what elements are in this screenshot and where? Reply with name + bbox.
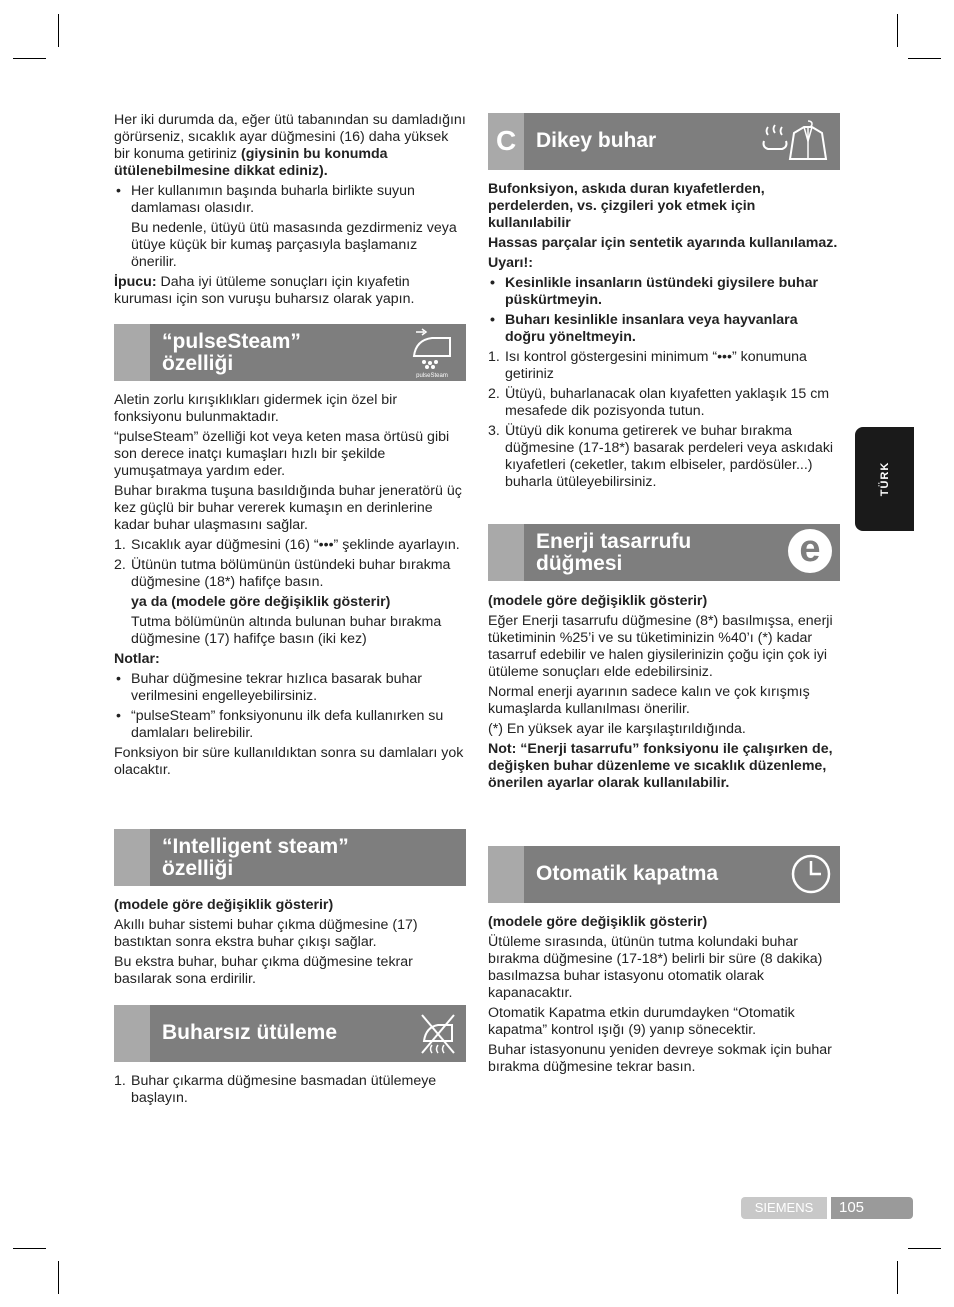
crop-mark [13, 1248, 46, 1249]
section-header-vertical-steam [488, 113, 840, 170]
clock-icon [790, 853, 832, 900]
step-item: 1. Buhar çıkarma düğmesine basmadan ütülemeye başlayın. [114, 1073, 437, 1106]
no-steam-icon [418, 1011, 458, 1060]
intro-bullet: • Her kullanımın başında buharla birlikte suyun damlaması olasıdır. [114, 183, 466, 217]
crop-mark [897, 1261, 898, 1294]
step-item: 1. Sıcaklık ayar düğmesini (16) “•••” şeklinde ayarlayın. [114, 537, 460, 553]
step-item: 2. Ütüyü, buharlanacak olan kıyafetten yaklaşık 15 cm mesafede dik pozisyonda tutun. [488, 386, 830, 419]
section-header-energy-saving [488, 524, 840, 581]
warning-label: Uyarı!: [488, 255, 533, 271]
paragraph: Aletin zorlu kırışıklıkları gidermek için özel bir fonksiyonu bulunmaktadır. [114, 392, 398, 425]
paragraph: Normal enerji ayarının sadece kalın ve çok kırışmış kumaşlarda kullanılması önerilir. [488, 684, 810, 717]
crop-mark [13, 58, 46, 59]
energy-icon: e [788, 529, 832, 573]
section-title: Buharsız ütüleme [162, 1021, 338, 1044]
paragraph: Buhar bırakma tuşuna basıldığında buhar jeneratörü üç kez güçlü bir buhar vererek kumaşın en derinlerine kadar buhar ulaşmasını sağlar. [114, 483, 462, 533]
step-item: 3. Ütüyü dik konuma getirerek ve buhar bırakma düğmesine (17-18*) basarak perdeleri veya askıdaki kıyafetleri (ceketler, takım elbiseler, pardösüler...) buharla ütüleyebilirsiniz. [488, 423, 834, 490]
energy-body [488, 593, 840, 795]
header-tab [488, 524, 524, 581]
crop-mark [908, 1248, 941, 1249]
paragraph: Hassas parçalar için sentetik ayarında kullanılamaz. [488, 235, 838, 251]
warning-item: • Kesinlikle insanların üstündeki giysilere buhar püskürtmeyin. [488, 275, 840, 309]
crop-mark [58, 14, 59, 47]
intelligent-body [114, 897, 466, 991]
intro-paragraph: Her iki durumda da, eğer ütü tabanından su damladığını görürseniz, sıcaklık ayar düğmesini (16) daha yüksek bir konuma getiriniz (giysinin bu konumda ütülenebilmesine dikkat ediniz). [114, 112, 466, 179]
header-tab [114, 829, 150, 886]
model-note: (modele göre değişiklik gösterir) [488, 593, 708, 609]
intro-bullet-continuation: Bu nedenle, ütüyü ütü masasında gezdirmeniz veya ütüye küçük bir kumaş parçasıyla başlamanız önerilir. [131, 220, 457, 270]
crop-mark [908, 58, 941, 59]
crop-mark [897, 14, 898, 47]
model-variant-note: ya da (modele göre değişiklik gösterir) [131, 594, 391, 610]
step-item: 1. Isı kontrol göstergesini minimum “•••” konumuna getiriniz [488, 349, 807, 382]
section-title: “pulseSteam” özelliği [162, 330, 301, 375]
paragraph: Eğer Enerji tasarrufu düğmesine (8*) basılmışsa, enerji tüketiminin %25’i ve su tüketiminizin %40’ı (*) kadar tasarruf edebilir ve halen giysilerinizin çoğu için çok iyi ütüleme sonuçları elde edebilirsiniz. [488, 613, 833, 680]
note-item: • “pulseSteam” fonksiyonunu ilk defa kullanırken su damlaları belirebilir. [114, 708, 466, 742]
model-note: (modele göre değişiklik gösterir) [114, 897, 334, 913]
model-variant-text: Tutma bölümünün altında bulunan buhar bırakma düğmesine (17) hafifçe basın (iki kez) [131, 614, 442, 647]
vertical-steam-body [488, 181, 840, 494]
paragraph: Bufonksiyon, askıda duran kıyafetlerden, perdelerden, vs. çizgileri yok etmek için kullanılabilir [488, 181, 765, 231]
section-title: Enerji tasarrufu düğmesi [536, 530, 692, 575]
paragraph: Buhar istasyonunu yeniden devreye sokmak için buhar bırakma düğmesine tekrar basın. [488, 1042, 832, 1075]
svg-text:pulseSteam: pulseSteam [416, 373, 448, 378]
tip-paragraph: İpucu: Daha iyi ütüleme sonuçları için kıyafetin kuruması için son vuruşu buharsız olarak yapın. [114, 274, 415, 307]
model-note: (modele göre değişiklik gösterir) [488, 914, 708, 930]
auto-off-body [488, 914, 840, 1079]
paragraph: Otomatik Kapatma etkin durumdayken “Otomatik kapatma” kontrol ışığı (9) yanıp sönecektir. [488, 1005, 795, 1038]
paragraph: Akıllı buhar sistemi buhar çıkma düğmesine (17) bastıktan sonra ekstra buhar çıkışı sağlar. [114, 917, 418, 950]
paragraph: (*) En yüksek ayar ile karşılaştırıldığında. [488, 721, 746, 737]
paragraph: Not: “Enerji tasarrufu” fonksiyonu ile çalışırken de, değişken buhar düzenleme ve sıcaklık düzenleme, önerilen ayarlar olarak kullanılabilir. [488, 741, 833, 791]
warning-item: • Buharı kesinlikle insanlara veya hayvanlara doğru yöneltmeyin. [488, 312, 840, 346]
vertical-steam-icon [760, 119, 832, 168]
paragraph: Ütüleme sırasında, ütünün tutma kolundaki buhar bırakma düğmesine (17-18*) belirli bir süre (8 dakika) basılmazsa buhar istasyonu otomatik olarak kapanacaktır. [488, 934, 823, 1001]
header-tab [488, 846, 524, 903]
header-tab [114, 324, 150, 381]
section-header-dry-ironing [114, 1005, 466, 1062]
page-number: 105 [831, 1197, 913, 1219]
section-header-intelligent-steam [114, 829, 466, 886]
brand-label: SIEMENS [741, 1197, 827, 1219]
section-title: Dikey buhar [536, 129, 657, 152]
paragraph: “pulseSteam” özelliği kot veya keten masa örtüsü gibi son derece inatçı kumaşları hızlı bir şekilde yumuşatmaya yardım eder. [114, 429, 450, 479]
pulsesteam-body [114, 392, 466, 782]
crop-mark [58, 1261, 59, 1294]
header-tab [114, 1005, 150, 1062]
paragraph: Bu ekstra buhar, buhar çıkma düğmesine tekrar basılarak sona erdirilir. [114, 954, 413, 987]
left-intro [114, 112, 466, 311]
pulsesteam-icon [406, 326, 458, 383]
language-tab: TÜRK [855, 427, 914, 531]
note-item: • Buhar düğmesine tekrar hızlıca basarak buhar verilmesini engelleyebilirsiniz. [114, 671, 466, 705]
notes-label: Notlar: [114, 651, 160, 667]
section-letter: C [496, 125, 517, 156]
section-header-pulsesteam [114, 324, 466, 381]
section-header-auto-off [488, 846, 840, 903]
section-title: “Intelligent steam” özelliği [162, 835, 349, 880]
paragraph: Fonksiyon bir süre kullanıldıktan sonra su damlaları yok olacaktır. [114, 745, 464, 778]
dry-body [114, 1073, 466, 1110]
step-item: 2. Ütünün tutma bölümünün üstündeki buhar bırakma düğmesine (18*) hafifçe basın. [114, 557, 451, 590]
section-title: Otomatik kapatma [536, 862, 719, 885]
